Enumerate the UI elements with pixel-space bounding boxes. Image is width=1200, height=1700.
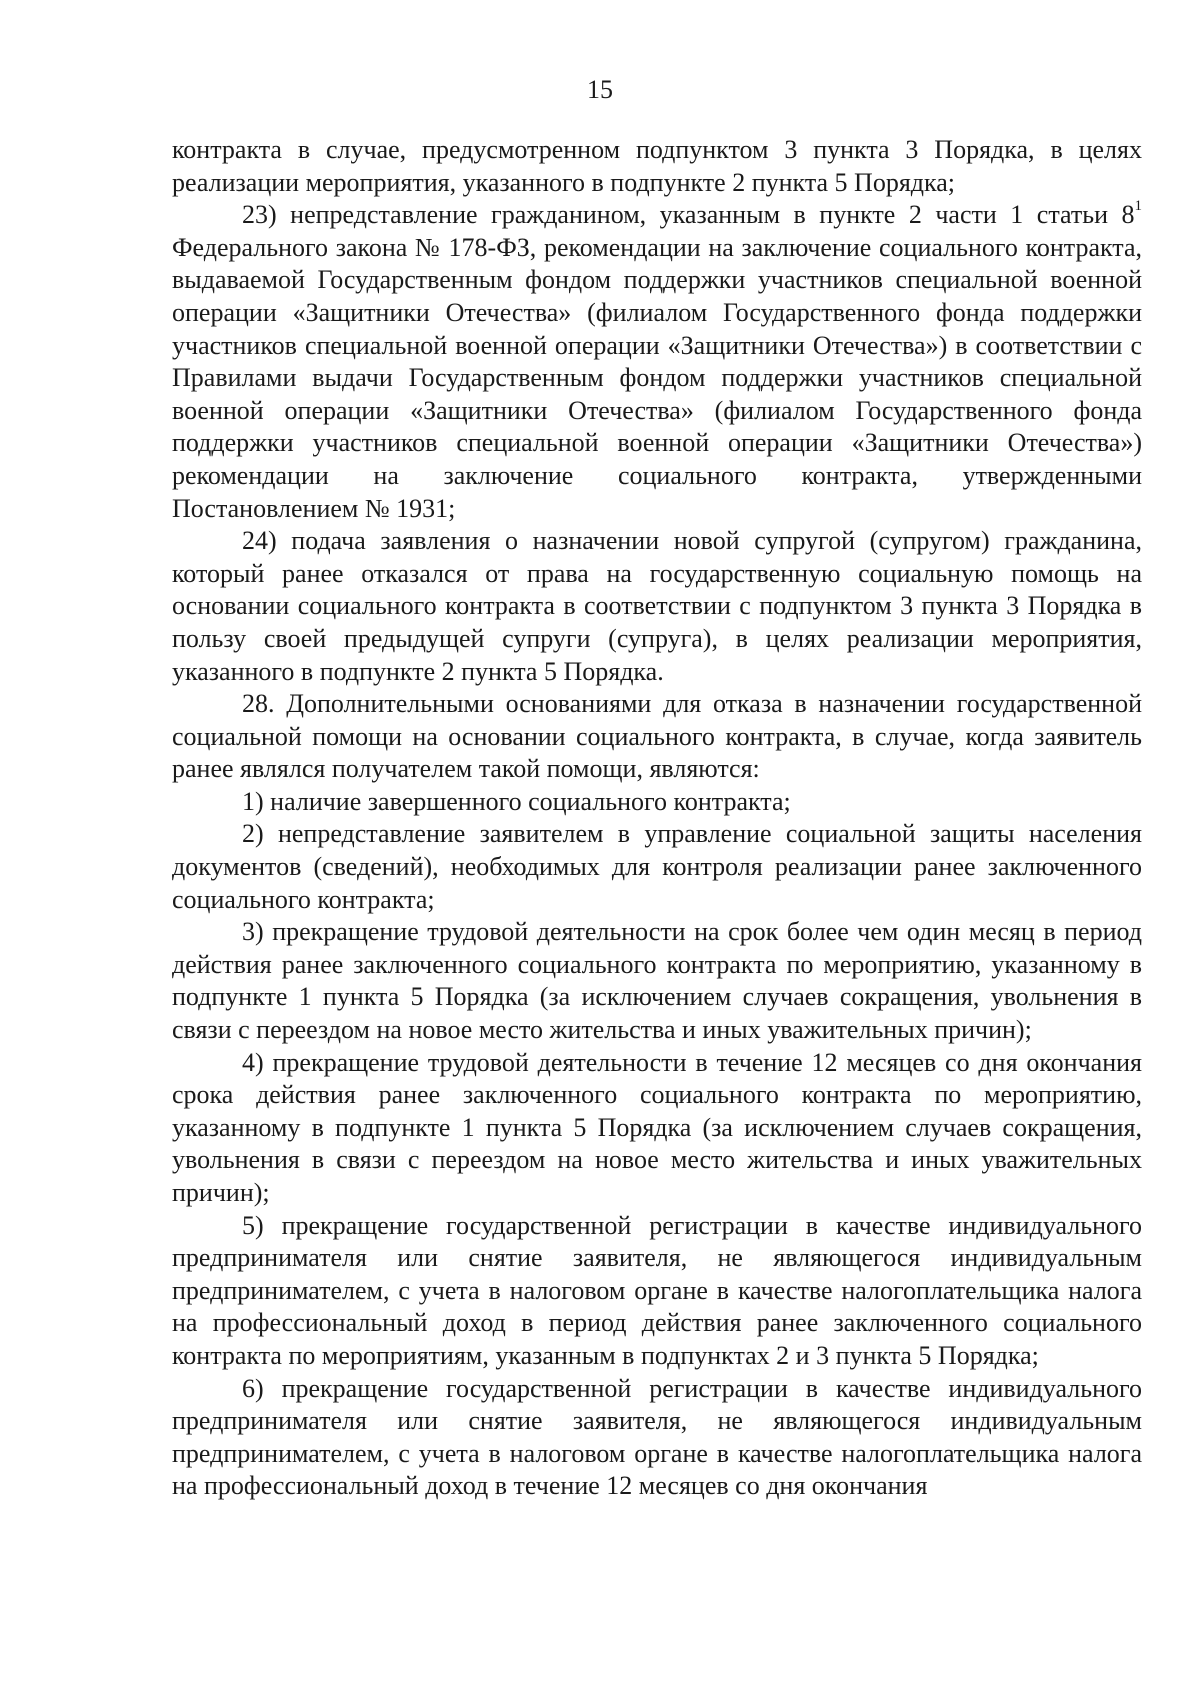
paragraph-item-23 bbox=[172, 199, 1142, 525]
document-body bbox=[172, 134, 1142, 1503]
item-23-text-start: 23) непредставление гражданином, указанным в пункте 2 части 1 статьи 8 bbox=[242, 200, 1135, 230]
paragraph-item-3: 3) прекращение трудовой деятельности на срок более чем один месяц в период действия ранее заключенного социального контракта по мероприятию, указанному в подпункте 1 пункта 5 Порядка (за исключением случаев сокращения, увольнения в связи с переездом на новое место жительства и иных уважительных причин); bbox=[172, 917, 1142, 1045]
page-number: 15 bbox=[587, 75, 613, 104]
paragraph-section-28: 28. Дополнительными основаниями для отказа в назначении государственной социальной помощи на основании социального контракта, в случае, когда заявитель ранее являлся получателем такой помощи, являются: bbox=[172, 689, 1142, 784]
paragraph-item-6: 6) прекращение государственной регистрации в качестве индивидуального предпринимателя или снятие заявителя, не являющегося индивидуальным предпринимателем, с учета в налоговом органе в качестве налогоплательщика налога на профессиональный доход в течение 12 месяцев со дня окончания bbox=[172, 1373, 1142, 1501]
paragraph-continuation: контракта в случае, предусмотренном подпунктом 3 пункта 3 Порядка, в целях реализации мероприятия, указанного в подпункте 2 пункта 5 Порядка; bbox=[172, 135, 1142, 197]
paragraph-item-5: 5) прекращение государственной регистрации в качестве индивидуального предпринимателя или снятие заявителя, не являющегося индивидуальным предпринимателем, с учета в налоговом органе в качестве налогоплательщика налога на профессиональный доход в период действия ранее заключенного социального контракта по мероприятиям, указанным в подпунктах 2 и 3 пункта 5 Порядка; bbox=[172, 1210, 1142, 1370]
paragraph-item-2: 2) непредставление заявителем в управление социальной защиты населения документов (сведений), необходимых для контроля реализации ранее заключенного социального контракта; bbox=[172, 819, 1142, 914]
item-23-text-end: Федерального закона № 178-ФЗ, рекомендации на заключение социального контракта, выдаваемой Государственным фондом поддержки участников специальной военной операции «Защитники Отечества» (филиалом Государственного фонда поддержки участников специальной военной операции «Защитники Отечества») в соответствии с Правилами выдачи Государственным фондом поддержки участников специальной военной операции «Защитники Отечества» (филиалом Государственного фонда поддержки участников специальной военной операции «Защитники Отечества») рекомендации на заключение социального контракта, утвержденными Постановлением № 1931; bbox=[172, 232, 1142, 523]
paragraph-item-4: 4) прекращение трудовой деятельности в течение 12 месяцев со дня окончания срока действия ранее заключенного социального контракта по мероприятию, указанному в подпункте 1 пункта 5 Порядка (за исключением случаев сокращения, увольнения в связи с переездом на новое место жительства и иных уважительных причин); bbox=[172, 1047, 1142, 1207]
article-superscript: 1 bbox=[1134, 198, 1142, 215]
paragraph-item-1: 1) наличие завершенного социального контракта; bbox=[242, 786, 791, 816]
paragraph-item-24: 24) подача заявления о назначении новой супругой (супругом) гражданина, который ранее отказался от права на государственную социальную помощь на основании социального контракта в соответствии с подпунктом 3 пункта 3 Порядка в пользу своей предыдущей супруги (супруга), в целях реализации мероприятия, указанного в подпункте 2 пункта 5 Порядка. bbox=[172, 526, 1142, 686]
